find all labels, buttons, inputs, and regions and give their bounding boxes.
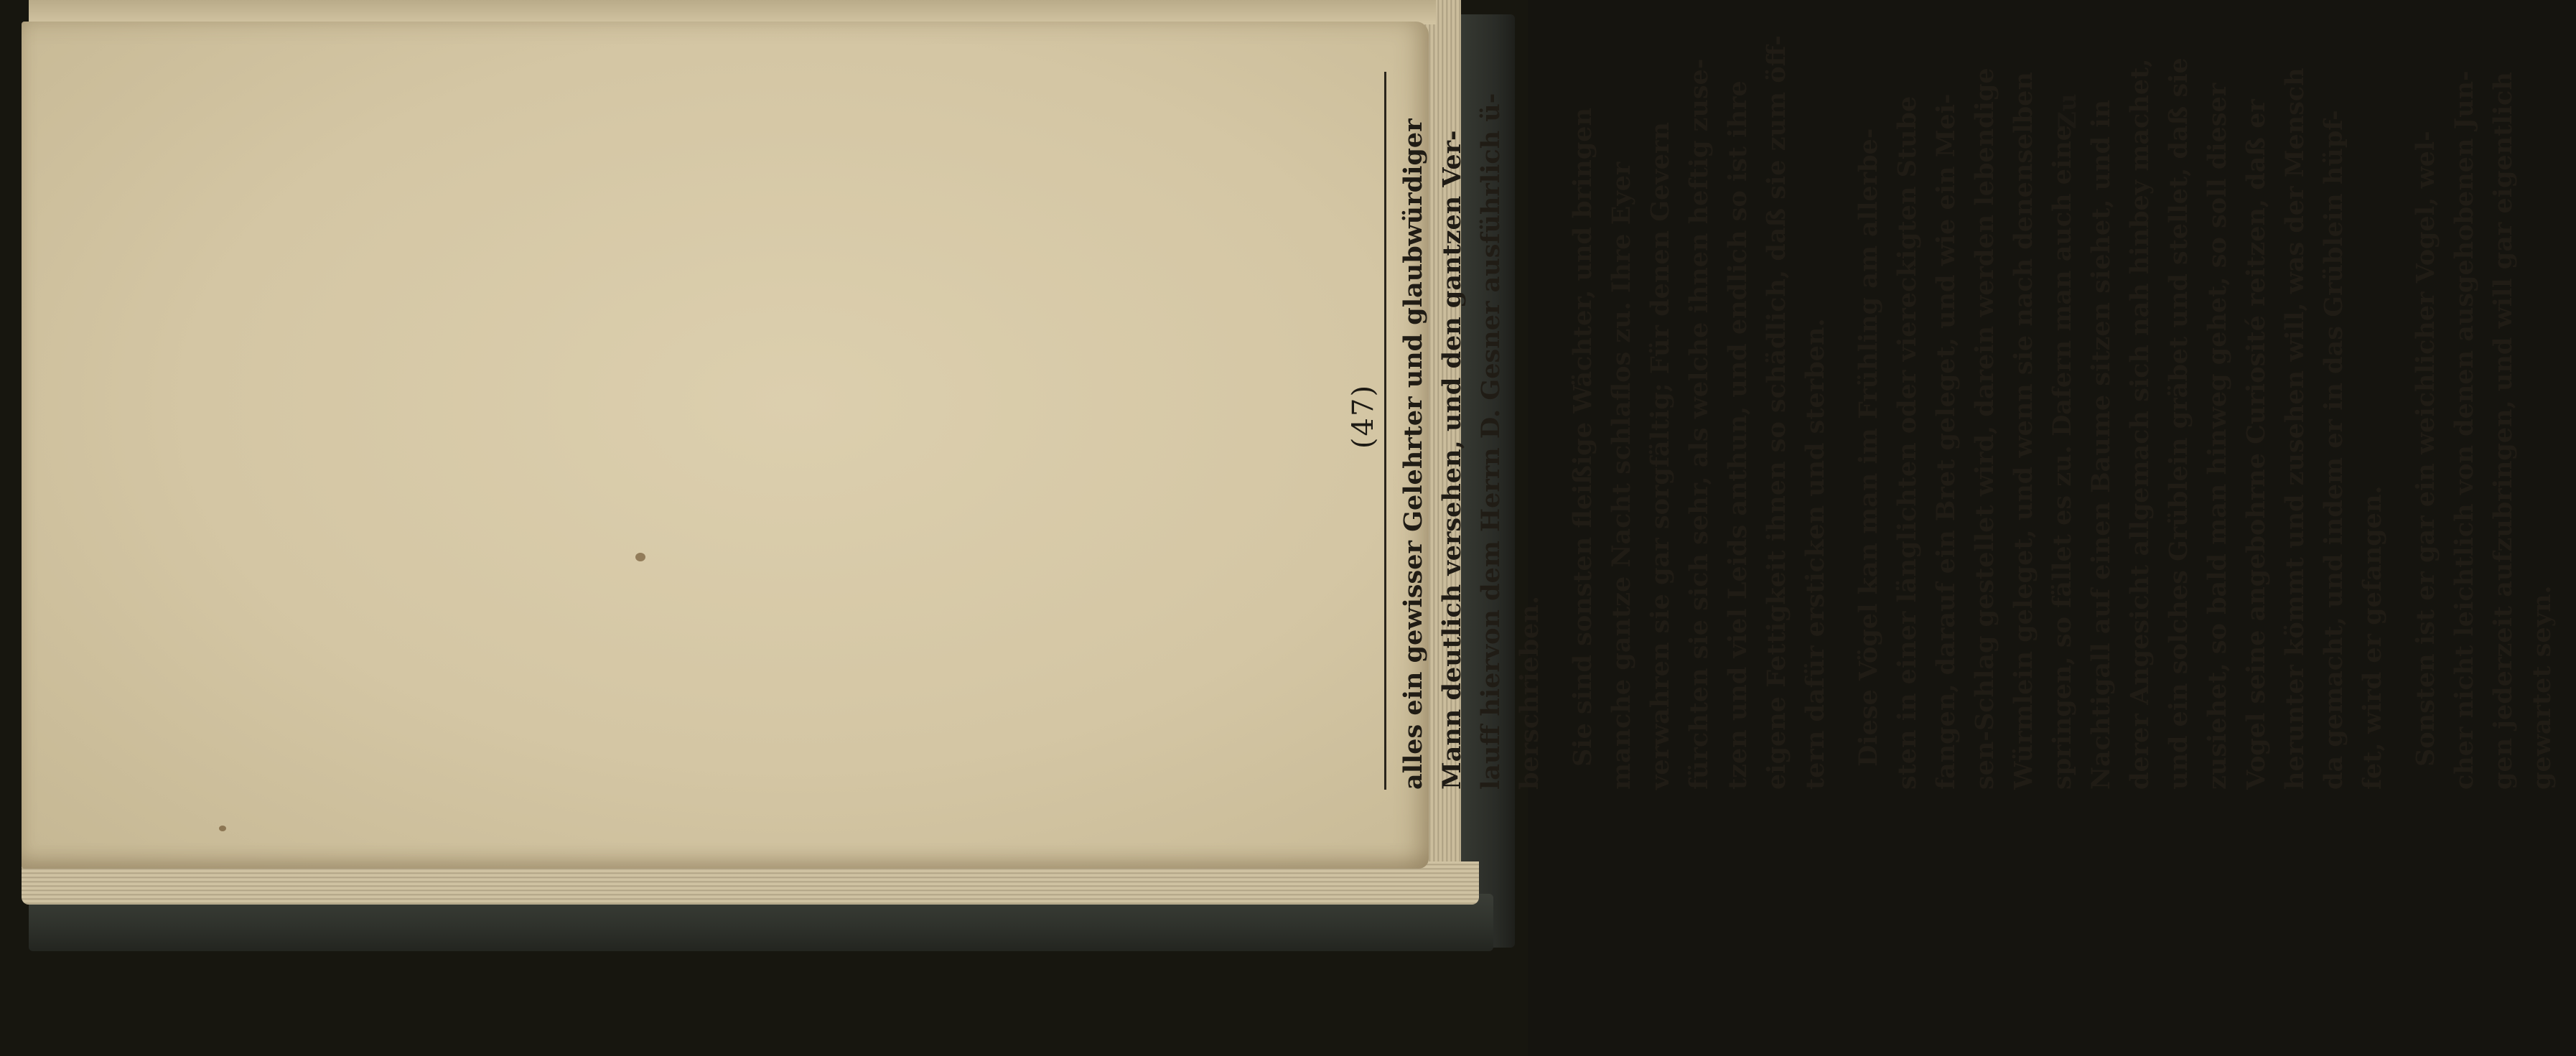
text-line: Nachtigall auf einen Baume sitzen siehet, und in bbox=[2086, 99, 2116, 790]
text-line: berschrieben. bbox=[1515, 595, 1544, 790]
text-line: herunter kömmt und zusehen will, was der Mensch bbox=[2280, 67, 2310, 790]
paragraph-2 bbox=[1564, 35, 1835, 790]
text-line: derer Angesicht allgemach sich nah hinbey machet, bbox=[2125, 58, 2155, 790]
text-line: sten in einer länglichten oder viereckigten Stube bbox=[1893, 95, 1922, 790]
text-line: Würmlein geleget, und wenn sie nach denenselben bbox=[2009, 72, 2038, 790]
text-line: Vogel seine angebohrne Curiosité reitzen, daß er bbox=[2241, 99, 2271, 790]
text-frame bbox=[1347, 0, 2557, 790]
paper-stain bbox=[219, 826, 226, 831]
text-line: eigene Fettigkeit ihnen so schädlich, daß sie zum öff- bbox=[1762, 35, 1791, 790]
catchword: Zu bbox=[2053, 93, 2082, 129]
text-line: fürchten sie sich sehr, als welche ihnen heftig zuse- bbox=[1684, 58, 1714, 790]
text-line: gen jederzeit aufzubringen, und will gar eigentlich bbox=[2488, 72, 2518, 790]
page-number: (47) bbox=[1347, 383, 1380, 449]
text-line: Sie sind sonsten fleißige Wächter, und bringen bbox=[1568, 107, 1597, 767]
text-line: tern dafür ersticken und sterben. bbox=[1801, 318, 1830, 790]
text-line: verwahren sie gar sorgfältig; Für denen Gevern bbox=[1646, 122, 1675, 790]
facing-page-edge bbox=[29, 0, 1436, 24]
text-line: alles ein gewisser Gelehrter und glaubwürdiger bbox=[1399, 118, 1428, 790]
text-line: gewartet seyn. bbox=[2527, 585, 2557, 790]
text-line: manche gantze Nacht schlaflos zu. Ihre Eyer bbox=[1607, 162, 1636, 790]
text-line: lauff hiervon dem Herrn D. Gesner ausführlich ü- bbox=[1476, 93, 1506, 790]
text-line: cher nicht leichtlich von denen ausgehobenen Jun- bbox=[2450, 70, 2479, 790]
text-body bbox=[1394, 35, 2576, 790]
text-line: Mann deutlich versehen, und den gantzen Ver- bbox=[1437, 130, 1467, 790]
running-header bbox=[1347, 72, 1386, 790]
book-page bbox=[22, 22, 1429, 869]
paragraph-4 bbox=[2407, 72, 2562, 790]
text-line: tzen und viel Leids anthun, und endlich so ist ihre bbox=[1723, 80, 1753, 790]
paragraph-3 bbox=[1849, 57, 2392, 790]
text-line: springen, so fället es zu. Dafern man auch eine bbox=[2048, 124, 2077, 790]
text-line: und ein solches Grüblein gräbet und stellet, daß sie bbox=[2164, 57, 2193, 790]
text-line: da gemacht, und indem er in das Grüblein hüpf- bbox=[2319, 110, 2348, 790]
paper-stain bbox=[635, 553, 645, 561]
paragraph-1 bbox=[1394, 72, 1549, 790]
text-line: fet, wird er gefangen. bbox=[2358, 485, 2387, 790]
text-line: Sonsten ist er gar ein weichlicher Vogel, wel- bbox=[2411, 131, 2440, 767]
text-line: sen-Schlag gestellet wird, darein werden lebendige bbox=[1970, 67, 1999, 790]
text-line: Diese Vögel kan man im Frühling am allerbe- bbox=[1854, 128, 1883, 767]
text-line: fangen, darauf ein Bret geleget, und wie ein Mei- bbox=[1931, 93, 1961, 790]
text-line: zusiehet, so bald man hinweg gehet, so soll dieser bbox=[2203, 83, 2232, 790]
